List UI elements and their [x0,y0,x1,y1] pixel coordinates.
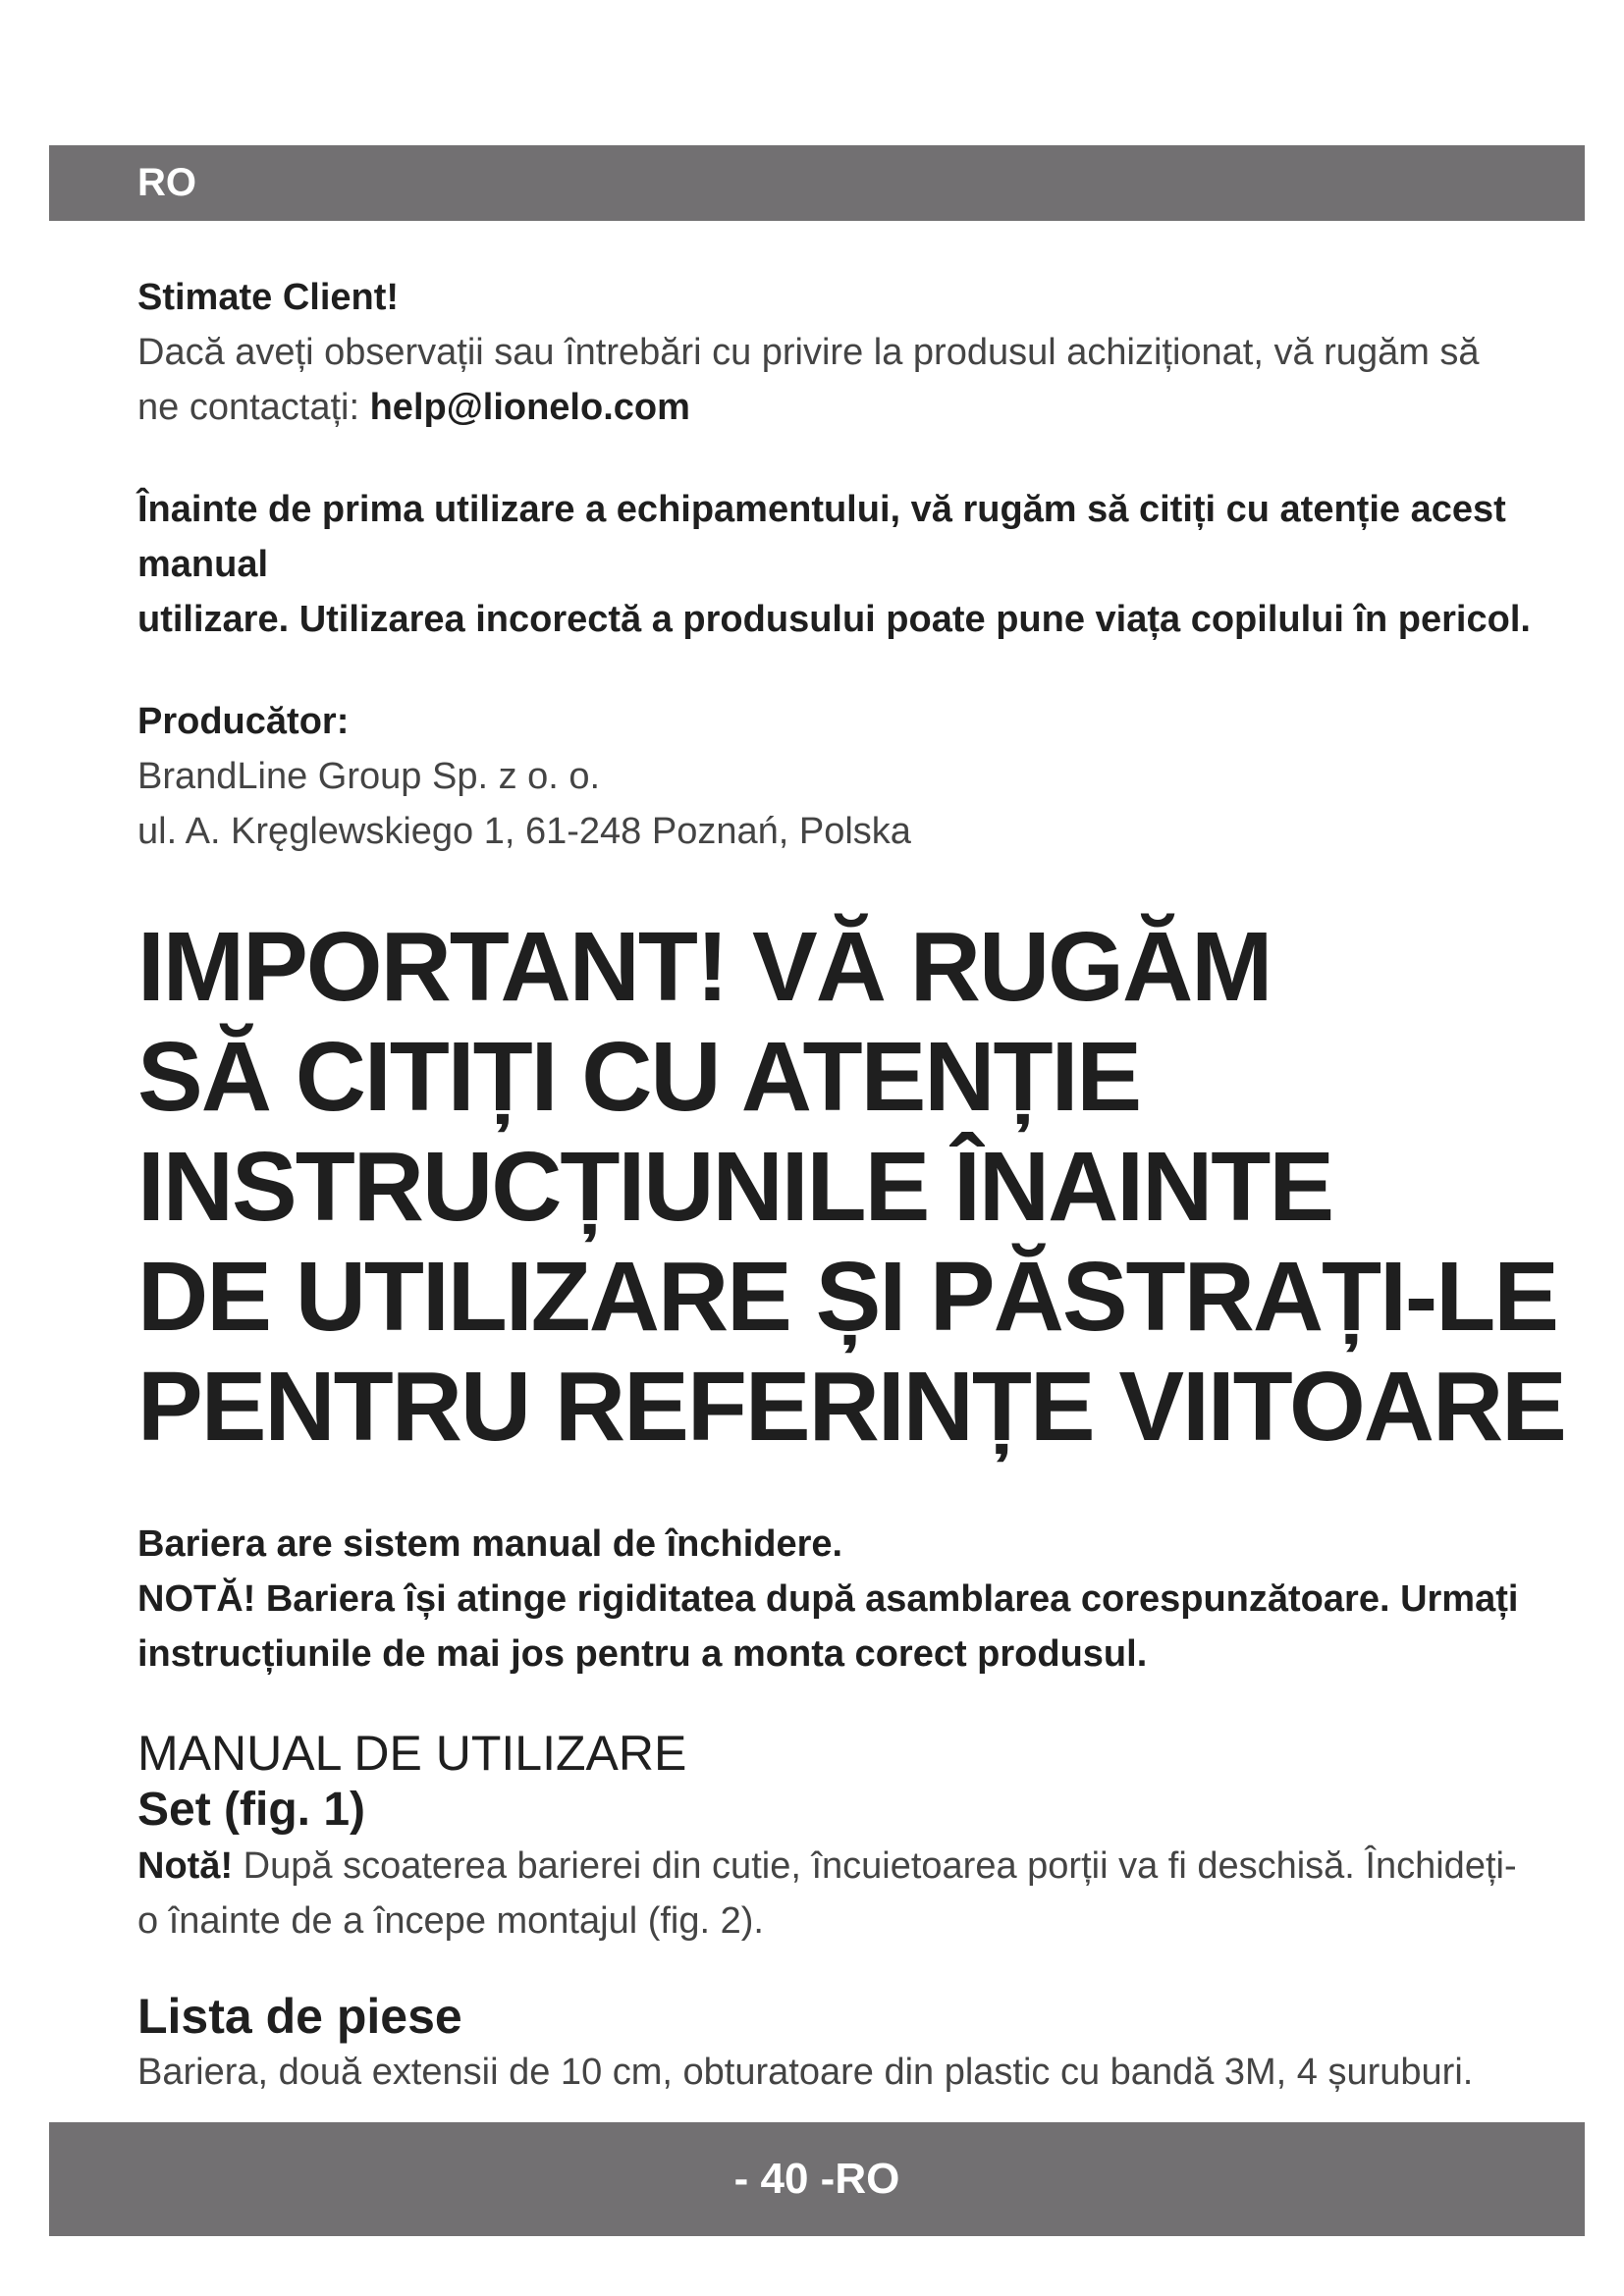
important-line-3: INSTRUCȚIUNILE ÎNAINTE [137,1132,1333,1242]
set-title: Set (fig. 1) [137,1784,366,1836]
note-line-3: instrucțiunile de mai jos pentru a monta corect produsul. [137,1633,1148,1675]
set-note-label: Notă! [137,1845,234,1887]
page-content [137,270,1586,2100]
contact-line-2: ne contactați: [137,387,370,428]
language-label: RO [137,161,196,204]
set-note-line-2: o înainte de a începe montajul (fig. 2). [137,1900,764,1942]
set-note-line-1: După scoaterea barierei din cutie, încuietoarea porții va fi deschisă. Închideți- [233,1845,1517,1887]
important-line-1: IMPORTANT! VĂ RUGĂM [137,912,1272,1022]
manufacturer-name: BrandLine Group Sp. z o. o. [137,756,601,797]
safety-warning [137,482,1586,647]
contact-email-link[interactable]: help@lionelo.com [369,387,690,428]
important-line-2: SĂ CITIȚI CU ATENȚIE [137,1022,1141,1132]
manufacturer-info [137,749,1586,859]
note-line-1: Bariera are sistem manual de închidere. [137,1523,843,1565]
manufacturer-address: ul. A. Kręglewskiego 1, 61-248 Poznań, Polska [137,811,911,852]
header-bar [49,145,1585,221]
warning-line-1: Înainte de prima utilizare a echipamentului, vă rugăm să citiți cu atenție acest manual [137,489,1506,585]
note-line-2: NOTĂ! Bariera își atinge rigiditatea după asamblarea corespunzătoare. Urmați [137,1578,1519,1620]
greeting: Stimate Client! [137,277,400,318]
important-line-5: PENTRU REFERINȚE VIITOARE [137,1352,1565,1462]
parts-text: Bariera, două extensii de 10 cm, obturatoare din plastic cu bandă 3M, 4 șuruburi. [137,2052,1474,2093]
assembly-notes [137,1517,1586,1682]
manufacturer-title: Producător: [137,701,350,742]
manual-title: MANUAL DE UTILIZARE [137,1726,687,1781]
set-note [137,1839,1586,1949]
contact-text [137,325,1586,435]
page-number: - 40 -RO [733,2155,900,2203]
warning-line-2: utilizare. Utilizarea incorectă a produsului poate pune viața copilului în pericol. [137,599,1531,640]
parts-title: Lista de piese [137,1989,462,2044]
important-line-4: DE UTILIZARE ȘI PĂSTRAȚI-LE [137,1242,1557,1352]
footer-bar [49,2122,1585,2236]
contact-line-1: Dacă aveți observații sau întrebări cu privire la produsul achiziționat, vă rugăm să [137,332,1480,373]
important-heading [137,912,1586,1462]
